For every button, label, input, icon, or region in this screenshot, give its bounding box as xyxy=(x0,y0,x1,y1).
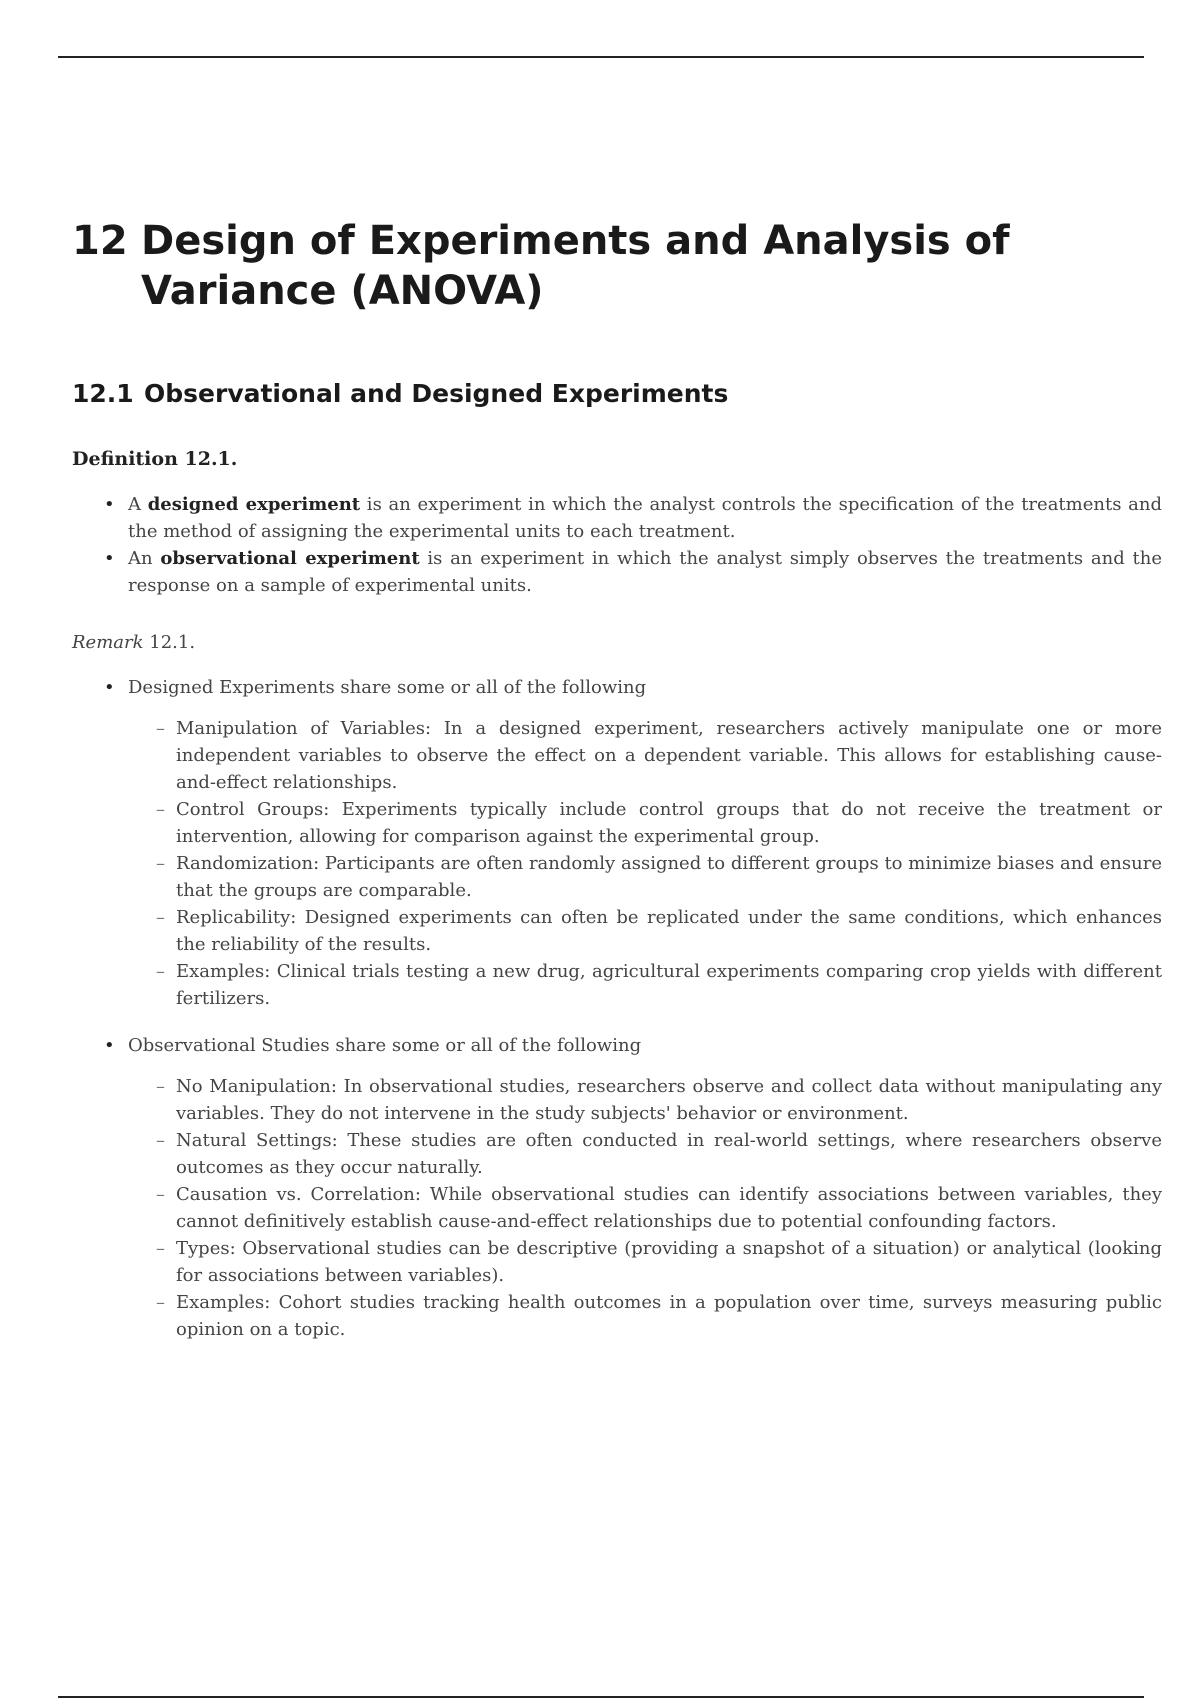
remark-label: Remark 12.1. xyxy=(72,632,196,653)
list-item: – Manipulation of Variables: In a designed experiment, researchers actively manipulate one or more independent variables to observe the effect on a dependent variable. This allows for establishing cause-and-effect relationships. xyxy=(128,715,1162,796)
page-body xyxy=(72,446,1162,1363)
dash-icon: – xyxy=(156,1184,165,1205)
list-item: – Examples: Cohort studies tracking health outcomes in a population over time, surveys measuring public opinion on a topic. xyxy=(128,1289,1162,1343)
list-item: – Replicability: Designed experiments can often be replicated under the same conditions, which enhances the reliability of the results. xyxy=(128,904,1162,958)
definition-list xyxy=(72,491,1162,599)
list-item: – Randomization: Participants are often randomly assigned to different groups to minimize biases and ensure that the groups are comparable. xyxy=(128,850,1162,904)
list-item: – Types: Observational studies can be descriptive (providing a snapshot of a situation) or analytical (looking for associations between variables). xyxy=(128,1235,1162,1289)
list-item: – No Manipulation: In observational studies, researchers observe and collect data without manipulating any variables. They do not intervene in the study subjects' behavior or environment. xyxy=(128,1073,1162,1127)
bullet-icon: • xyxy=(104,494,115,515)
bullet-icon: • xyxy=(104,1035,115,1056)
definition-item: • A designed experiment is an experiment in which the analyst controls the specification of the treatments and the method of assigning the experimental units to each treatment. xyxy=(72,491,1162,545)
remark-group-heading: Designed Experiments share some or all of the following xyxy=(128,677,647,698)
dash-icon: – xyxy=(156,961,165,982)
bullet-icon: • xyxy=(104,548,115,569)
chapter-heading xyxy=(72,216,1152,316)
dash-icon: – xyxy=(156,1076,165,1097)
dash-icon: – xyxy=(156,853,165,874)
section-title: Observational and Designed Experiments xyxy=(144,379,729,408)
dash-icon: – xyxy=(156,1238,165,1259)
dash-icon: – xyxy=(156,799,165,820)
footer-rule xyxy=(58,1696,1144,1698)
remark-list xyxy=(72,674,1162,1343)
remark-group xyxy=(72,674,1162,1012)
defined-term: designed experiment xyxy=(147,494,361,515)
remark-sublist xyxy=(128,715,1162,1012)
definition-item: • An observational experiment is an experiment in which the analyst simply observes the treatments and the response on a sample of experimental units. xyxy=(72,545,1162,599)
dash-icon: – xyxy=(156,1292,165,1313)
bullet-icon: • xyxy=(104,677,115,698)
chapter-number: 12 xyxy=(72,218,128,264)
list-item: – Control Groups: Experiments typically include control groups that do not receive the treatment or intervention, allowing for comparison against the experimental group. xyxy=(128,796,1162,850)
definition-label: Definition 12.1. xyxy=(72,448,238,470)
dash-icon: – xyxy=(156,1130,165,1151)
dash-icon: – xyxy=(156,718,165,739)
dash-icon: – xyxy=(156,907,165,928)
remark-sublist xyxy=(128,1073,1162,1343)
section-number: 12.1 xyxy=(72,379,134,408)
header-rule xyxy=(58,56,1144,58)
list-item: – Natural Settings: These studies are often conducted in real-world settings, where researchers observe outcomes as they occur naturally. xyxy=(128,1127,1162,1181)
chapter-title: Design of Experiments and Analysis of Variance (ANOVA) xyxy=(141,218,1010,314)
remark-group xyxy=(72,1032,1162,1343)
remark-group-heading: Observational Studies share some or all of the following xyxy=(128,1035,642,1056)
list-item: – Causation vs. Correlation: While observational studies can identify associations between variables, they cannot definitively establish cause-and-effect relationships due to potential confounding factors. xyxy=(128,1181,1162,1235)
defined-term: observational experiment xyxy=(160,548,420,569)
list-item: – Examples: Clinical trials testing a new drug, agricultural experiments comparing crop yields with different fertilizers. xyxy=(128,958,1162,1012)
section-heading xyxy=(72,378,1152,410)
